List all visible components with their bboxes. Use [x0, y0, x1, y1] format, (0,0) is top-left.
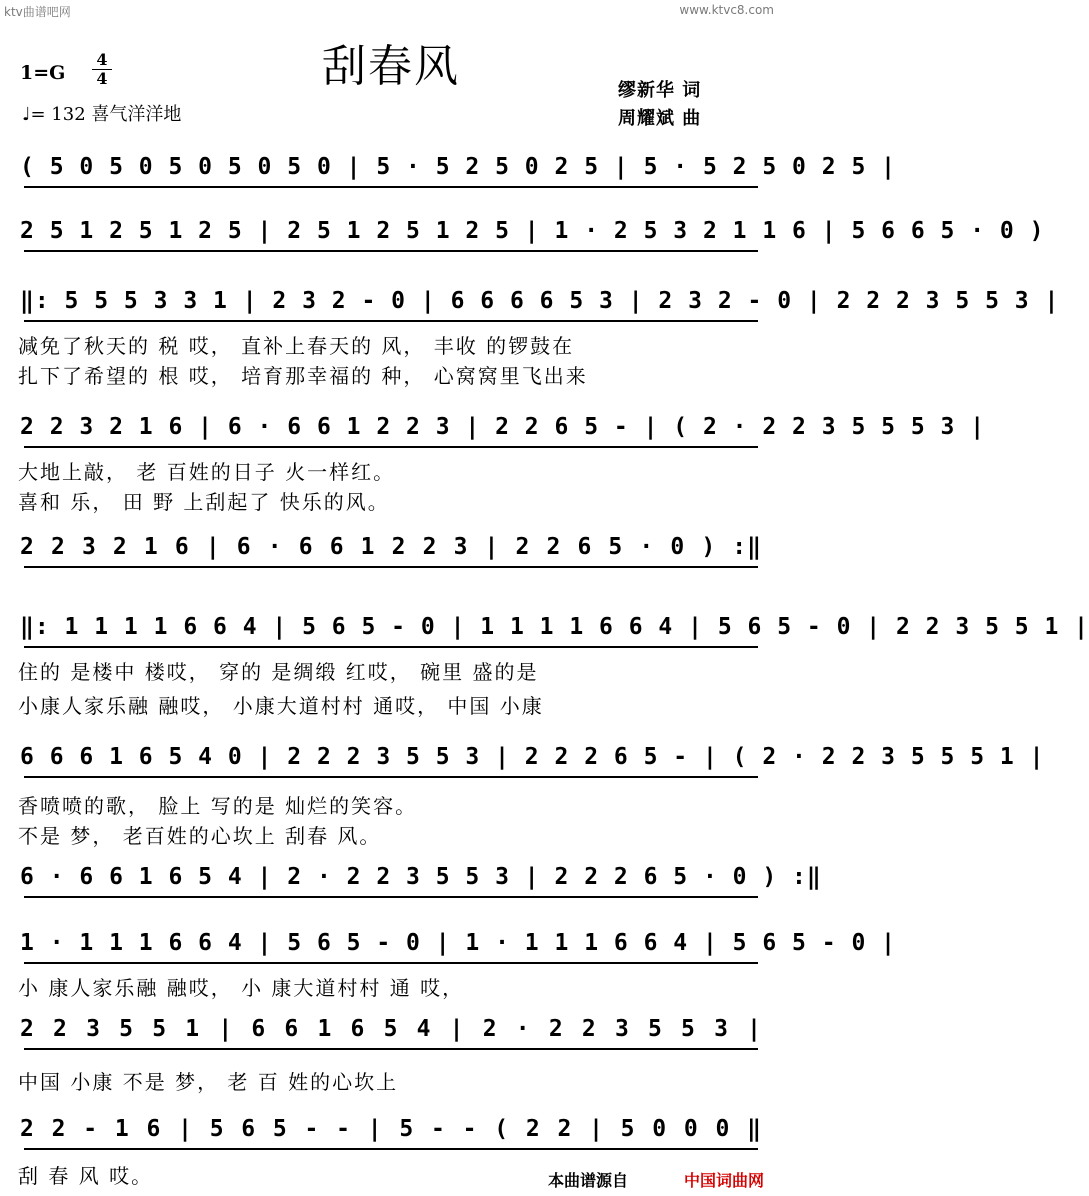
staff-notes: ( 5 0 5 0 5 0 5 0 5 0 | 5 · 5 2 5 0 2 5 | 5 · 5 2 5 0 2 5 | — [20, 154, 896, 180]
staff-line — [20, 1110, 762, 1162]
time-signature — [92, 52, 112, 87]
watermark-right: www.ktvc8.com — [679, 3, 774, 17]
staff-notes: 6 · 6 6 1 6 5 4 | 2 · 2 2 3 5 5 3 | 2 2 2 6 5 · 0 ) :‖ — [20, 864, 822, 890]
lyric-line: 扎下了希望的 根 哎， 培育那幸福的 种， 心窝窝里飞出来 — [18, 364, 588, 388]
beam-line — [24, 250, 758, 252]
staff-line — [20, 608, 1089, 660]
lyricist-credit: 缪新华 词 — [618, 80, 702, 101]
tempo-marking: ♩= 132 喜气洋洋地 — [22, 104, 182, 125]
beam-line — [24, 896, 758, 898]
lyric-line: 不是 梦， 老百姓的心坎上 刮春 风。 — [18, 824, 382, 848]
staff-line — [20, 1010, 762, 1062]
lyric-line: 中国 小康 不是 梦， 老 百 姓的心坎上 — [18, 1070, 399, 1094]
staff-line — [20, 282, 1060, 334]
staff-notes: ‖: 1 1 1 1 6 6 4 | 5 6 5 - 0 | 1 1 1 1 6 6 4 | 5 6 5 - 0 | 2 2 3 5 5 1 | — [20, 614, 1089, 640]
song-title: 刮春风 — [322, 41, 460, 92]
staff-notes: 6 6 6 1 6 5 4 0 | 2 2 2 3 5 5 3 | 2 2 2 6 5 - | ( 2 · 2 2 3 5 5 5 1 | — [20, 744, 1045, 770]
staff-line — [20, 528, 762, 580]
staff-notes: 2 5 1 2 5 1 2 5 | 2 5 1 2 5 1 2 5 | 1 · 2 5 3 2 1 1 6 | 5 6 6 5 · 0 ) — [20, 218, 1045, 244]
staff-notes: 1 · 1 1 1 6 6 4 | 5 6 5 - 0 | 1 · 1 1 1 6 6 4 | 5 6 5 - 0 | — [20, 930, 896, 956]
staff-notes: 2 2 3 5 5 1 | 6 6 1 6 5 4 | 2 · 2 2 3 5 5 3 | — [20, 1016, 762, 1042]
staff-line — [20, 408, 986, 460]
beam-line — [24, 566, 758, 568]
key-signature: 1=G — [20, 62, 66, 84]
watermark-left: ktv曲谱吧网 — [4, 5, 71, 19]
staff-notes: 2 2 3 2 1 6 | 6 · 6 6 1 2 2 3 | 2 2 6 5 - | ( 2 · 2 2 3 5 5 5 3 | — [20, 414, 986, 440]
staff-line — [20, 148, 896, 200]
staff-notes: 2 2 3 2 1 6 | 6 · 6 6 1 2 2 3 | 2 2 6 5 · 0 ) :‖ — [20, 534, 762, 560]
lyric-line: 小 康人家乐融 融哎， 小 康大道村村 通 哎， — [18, 976, 465, 1000]
beam-line — [24, 776, 758, 778]
beam-line — [24, 962, 758, 964]
beam-line — [24, 320, 758, 322]
staff-line — [20, 924, 896, 976]
lyric-line: 小康人家乐融 融哎， 小康大道村村 通哎， 中国 小康 — [18, 694, 544, 718]
lyric-line: 香喷喷的歌， 脸上 写的是 灿烂的笑容。 — [18, 794, 418, 818]
beam-line — [24, 646, 758, 648]
meter-bottom: 4 — [96, 69, 108, 88]
staff-line — [20, 858, 822, 910]
site-label: 中国词曲网 — [684, 1171, 765, 1190]
staff-notes: ‖: 5 5 5 3 3 1 | 2 3 2 - 0 | 6 6 6 6 5 3 | 2 3 2 - 0 | 2 2 2 3 5 5 3 | — [20, 288, 1060, 314]
staff-line — [20, 212, 1045, 264]
lyric-line: 刮 春 风 哎。 — [18, 1164, 154, 1188]
beam-line — [24, 186, 758, 188]
staff-line — [20, 738, 1045, 790]
beam-line — [24, 446, 758, 448]
meter-top: 4 — [96, 50, 108, 69]
lyric-line: 住的 是楼中 楼哎， 穿的 是绸缎 红哎， 碗里 盛的是 — [18, 660, 539, 684]
beam-line — [24, 1048, 758, 1050]
beam-line — [24, 1148, 758, 1150]
source-label: 本曲谱源自 — [548, 1171, 629, 1190]
lyric-line: 喜和 乐， 田 野 上刮起了 快乐的风。 — [18, 490, 390, 514]
staff-notes: 2 2 - 1 6 | 5 6 5 - - | 5 - - ( 2 2 | 5 0 0 0 ‖ — [20, 1116, 762, 1142]
lyric-line: 减免了秋天的 税 哎， 直补上春天的 风， 丰收 的锣鼓在 — [18, 334, 575, 358]
composer-credit: 周耀斌 曲 — [618, 108, 702, 129]
lyric-line: 大地上敲， 老 百姓的日子 火一样红。 — [18, 460, 396, 484]
